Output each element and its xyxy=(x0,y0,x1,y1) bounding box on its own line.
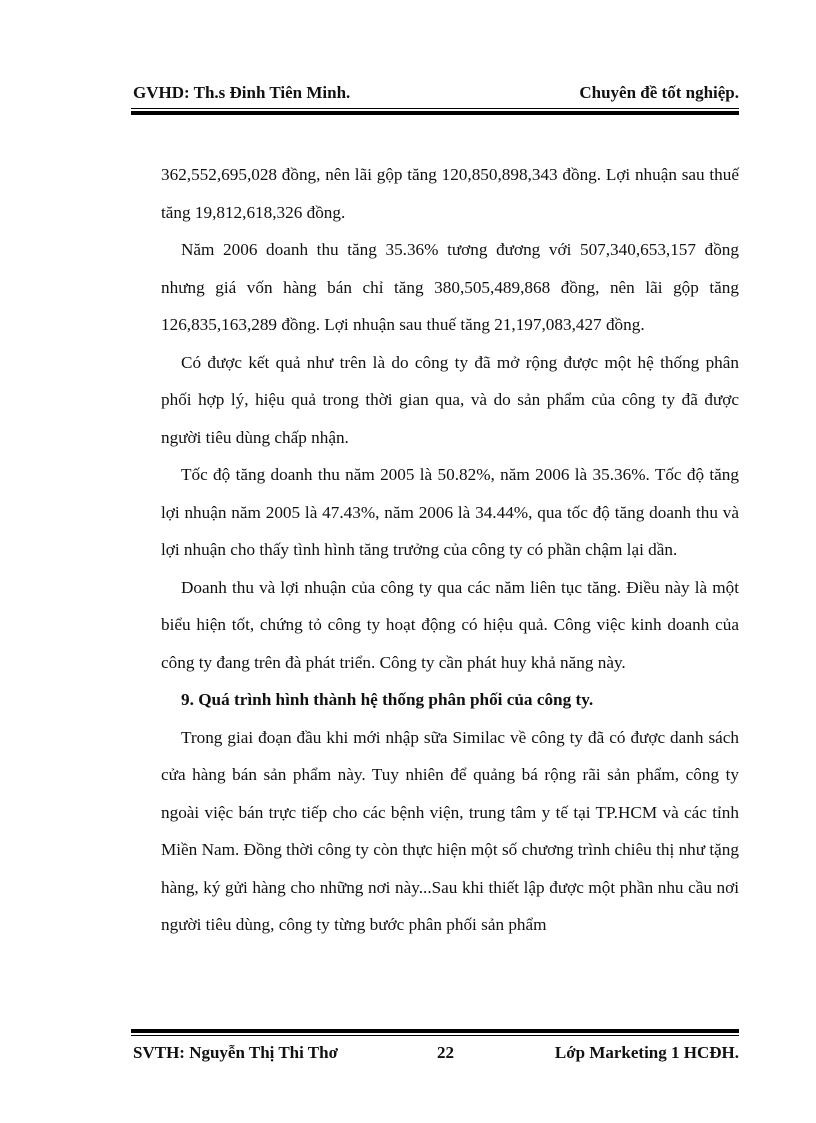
header-document-type: Chuyên đề tốt nghiệp. xyxy=(579,83,739,102)
paragraph-continuation: 362,552,695,028 đồng, nên lãi gộp tăng 120,850,898,343 đồng. Lợi nhuận sau thuế tăng 19,812,618,326 đồng. xyxy=(161,165,739,222)
page-number: 22 xyxy=(437,1043,454,1062)
footer-class: Lớp Marketing 1 HCĐH. xyxy=(554,1043,739,1062)
section-heading: 9. Quá trình hình thành hệ thống phân phối của công ty. xyxy=(181,690,594,709)
header-advisor: GVHD: Th.s Đinh Tiên Minh. xyxy=(133,83,351,102)
page-header xyxy=(131,83,739,105)
header-rule-thin xyxy=(131,108,739,109)
paragraph: Doanh thu và lợi nhuận của công ty qua các năm liên tục tăng. Điều này là một biểu hiện tốt, chứng tỏ công ty hoạt động có hiệu quả. Công việc kinh doanh của công ty đang trên đà phát triển. Công ty cần phát huy khả năng này. xyxy=(161,577,739,672)
paragraph: Năm 2006 doanh thu tăng 35.36% tương đương với 507,340,653,157 đồng nhưng giá vốn hàng bán chỉ tăng 380,505,489,868 đồng, nên lãi gộp tăng 126,835,163,289 đồng. Lợi nhuận sau thuế tăng 21,197,083,427 đồng. xyxy=(161,240,739,334)
footer-rule-thin xyxy=(131,1035,739,1036)
footer-rule-thick xyxy=(131,1029,739,1033)
footer-student: SVTH: Nguyễn Thị Thi Thơ xyxy=(133,1043,339,1062)
paragraph: Trong giai đoạn đầu khi mới nhập sữa Similac về công ty đã có được danh sách cửa hàng bán sản phẩm này. Tuy nhiên để quảng bá rộng rãi sản phẩm, công ty ngoài việc bán trực tiếp cho các bệnh viện, trung tâm y tế tại TP.HCM và các tỉnh Miền Nam. Đồng thời công ty còn thực hiện một số chương trình chiêu thị như tặng hàng, ký gửi hàng cho những nơi này...Sau khi thiết lập được một phần nhu cầu nơi người tiêu dùng, công ty từng bước phân phối sản phẩm xyxy=(161,727,739,934)
page-footer xyxy=(131,1043,739,1065)
page-body xyxy=(161,156,739,944)
header-rule-thick xyxy=(131,111,739,115)
paragraph: Có được kết quả như trên là do công ty đã mở rộng được một hệ thống phân phối hợp lý, hiệu quả trong thời gian qua, và do sản phẩm của công ty đã được người tiêu dùng chấp nhận. xyxy=(161,352,739,447)
paragraph: Tốc độ tăng doanh thu năm 2005 là 50.82%, năm 2006 là 35.36%. Tốc độ tăng lợi nhuận năm 2005 là 47.43%, năm 2006 là 34.44%, qua tốc độ tăng doanh thu và lợi nhuận cho thấy tình hình tăng trưởng của công ty có phần chậm lại dần. xyxy=(161,465,739,559)
